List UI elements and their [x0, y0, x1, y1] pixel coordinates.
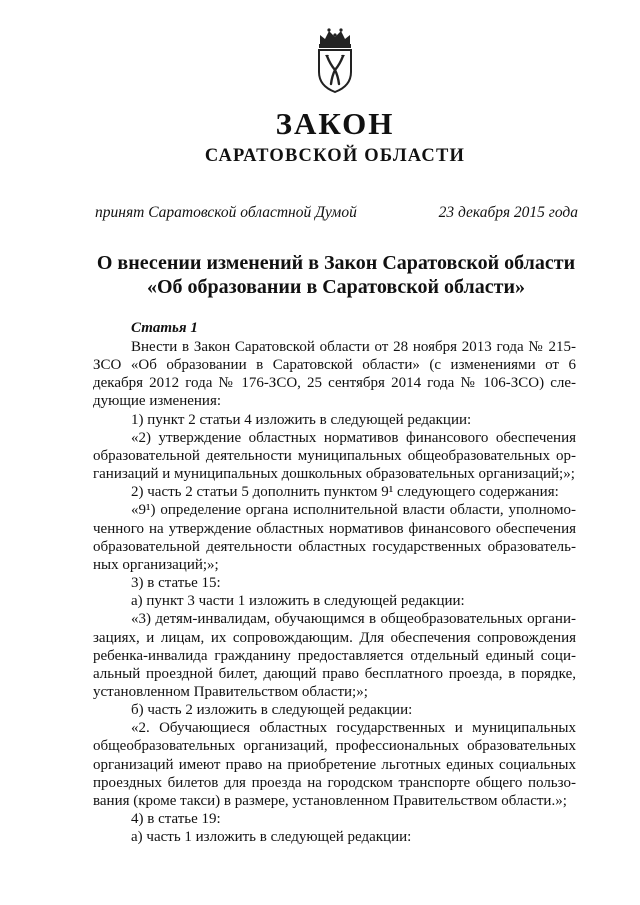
paragraph: 3) в статье 15:: [131, 575, 221, 592]
paragraph: а) часть 1 изложить в следующей редакции:: [131, 829, 412, 846]
document-title: [96, 251, 576, 299]
paragraph: «9¹) определение органа исполнительной власти области, уполномоченного на утверждение областных нормативов финансового обеспечения образовательной деятельности областных государственных образовательных организаций;»;: [93, 502, 576, 573]
article-heading: Статья 1: [131, 320, 198, 336]
document-title-line-1: О внесении изменений в Закон Саратовской области: [96, 252, 576, 274]
paragraph: 4) в статье 19:: [131, 811, 221, 828]
paragraph: «2) утверждение областных нормативов финансового обеспечения образовательной деятельности муниципальных общеобразовательных организаций и муниципальных дошкольных образовательных организаций;»;: [93, 429, 576, 483]
law-region: САРАТОВСКОЙ ОБЛАСТИ: [204, 146, 466, 166]
paragraph: «3) детям-инвалидам, обучающимся в общеобразовательных организациях, и лицам, их сопровождающим. Для обеспечения сопровождения ребенка-инвалида гражданину предоставляется отдельный единый социальный проездной билет, дающий право бесплатного проезда, в порядке, установленном Правительством области;»;: [93, 611, 576, 700]
document-title-line-2: «Об образовании в Саратовской области»: [146, 276, 526, 298]
adopted-by-text: принят Саратовской областной Думой: [95, 204, 357, 221]
paragraph: а) пункт 3 части 1 изложить в следующей редакции:: [131, 593, 465, 610]
saratov-coat-of-arms-icon: [314, 26, 356, 94]
paragraph: б) часть 2 изложить в следующей редакции:: [131, 702, 413, 719]
paragraph: 2) часть 2 статьи 5 дополнить пунктом 9¹ следующего содержания:: [131, 484, 559, 501]
adoption-date: 23 декабря 2015 года: [438, 204, 578, 221]
paragraph: Внести в Закон Саратовской области от 28 ноября 2013 года № 215-ЗСО «Об образовании в Саратовской области» (с изменениями от 6 декабря 2012 года № 176-ЗСО, 25 сентября 2014 года № 106-ЗСО) следующие изменения:: [93, 339, 576, 410]
article-body: [93, 338, 576, 846]
paragraph: 1) пункт 2 статьи 4 изложить в следующей редакции:: [131, 411, 472, 428]
paragraph: «2. Обучающиеся областных государственных и муниципальных общеобразовательных организаций, профессиональных образовательных организаций имеют право на приобретение льготных единых социальных проездных билетов для проезда на городском транспорте общего пользования (кроме такси) в размере, установленном Правительством области.»;: [93, 720, 576, 809]
law-title: ЗАКОН: [275, 106, 395, 141]
